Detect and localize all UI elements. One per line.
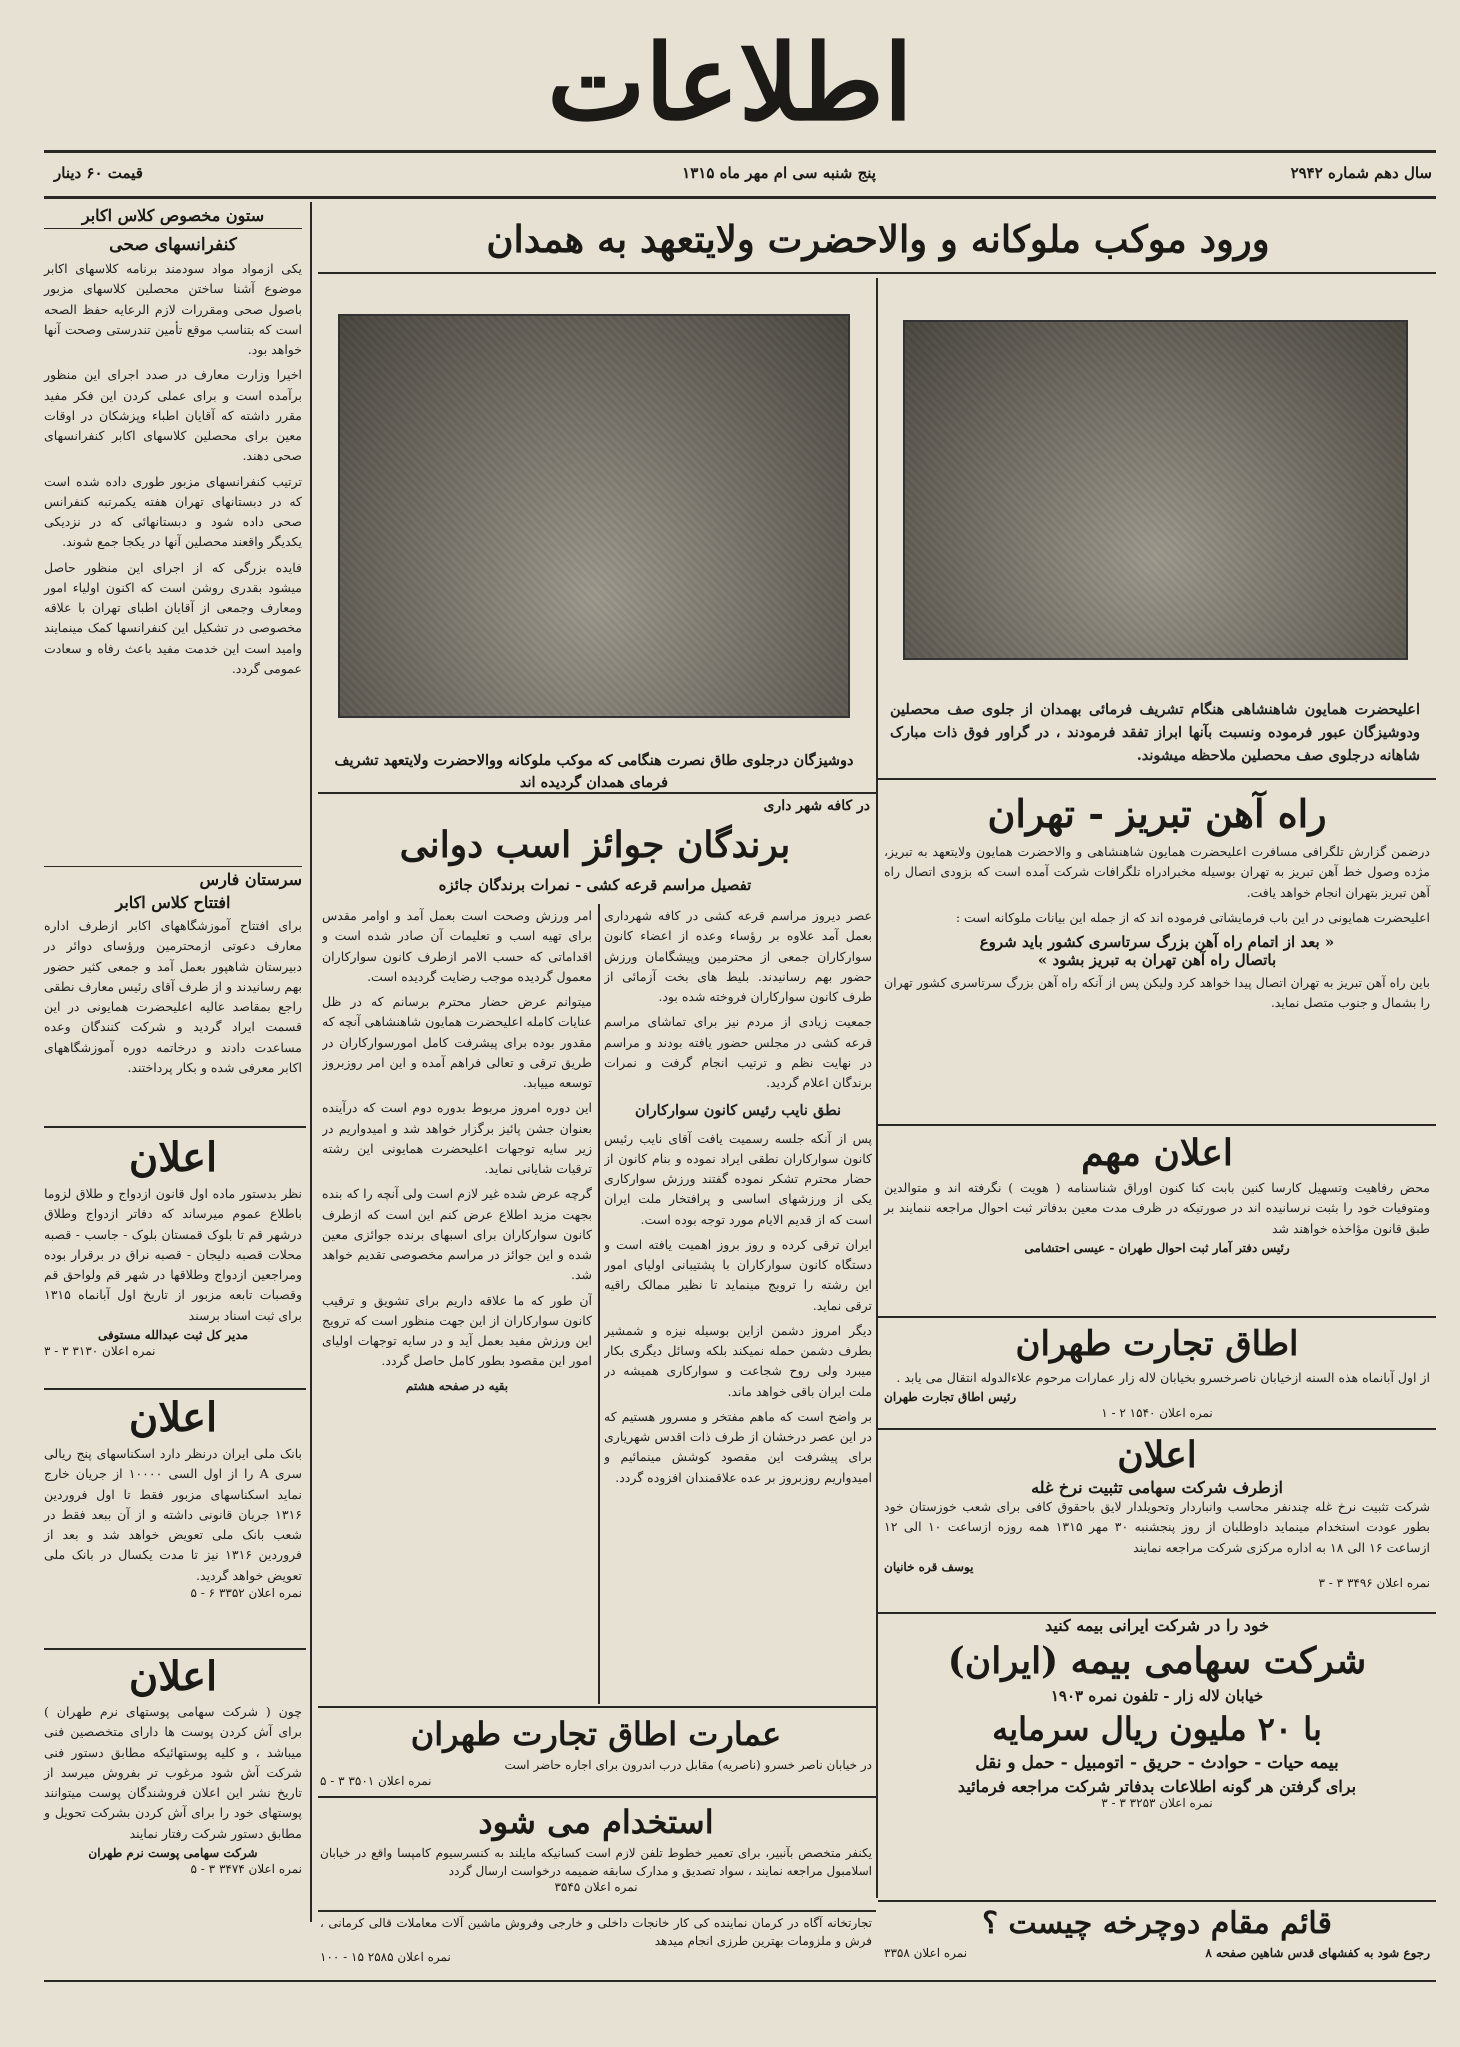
divider — [44, 1388, 306, 1390]
grain-ad-subtitle: ازطرف شرکت سهامی تثبیت نرخ غله — [1031, 1478, 1283, 1497]
paragraph: اعلیحضرت همایونی در این باب فرمایشاتی فرموده اند که از جمله این بیانات ملوکانه است : — [955, 909, 1430, 925]
dateline — [44, 158, 1436, 192]
dateline-rule — [44, 196, 1436, 199]
ad-bank-body: بانک ملی ایران درنظر دارد اسکناسهای پنج ریالی سری A را از اول السی ۱۰۰۰۰ از جریان خارج نماید اسکناسهای مزبور فقط تا اول فروردین ۱۳۱۶ جریان قانونی داشته و از آن ببعد فقط در شعب بانک ملی تعویض خواهد شد و بعد از فروردین ۱۳۱۶ نیز تا مدت یکسال در بانک ملی تعویض خواهد گردید. — [44, 1446, 302, 1583]
railway-quote-1: « بعد از اتمام راه آهن بزرگ سرتاسری کشور باید شروع — [979, 933, 1335, 951]
hiring-body: یکنفر متخصص بآنبیر، برای تعمیر خطوط تلفن لازم است کسانیکه مایلند به کنسرسیوم کامپسا واقع در خیابان اسلامبول مراجعه نمایند ، سواد تصدیق و مدارک سابقه ضمیمه درخواست ارسال گردد — [320, 1846, 872, 1878]
ad-bank-title: اعلان — [128, 1394, 218, 1441]
photo-king-inspecting-students — [903, 320, 1408, 660]
divider — [318, 1910, 876, 1912]
ad-marriage-registry — [44, 1132, 302, 1386]
trade-house-ref: نمره اعلان ۲۵۸۵ ۱۵ - ۱۰۰ — [320, 1950, 451, 1964]
insurance-info: برای گرفتن هر گونه اطلاعات بدفاتر شرکت مراجعه فرمائید — [957, 1777, 1357, 1796]
paragraph: فایده بزرگی که از اجرای این منظور حاصل میشود بقدری روشن است که اکنون اولیاء امور ومعارف وجمعی از آقایان اطبای تهران با علاقه مخصوصی در تشکیل این کنفرانسها کمک مینمایند وامید است این خدمت مفید باعث رفاه و سعادت عمومی گردد. — [44, 559, 302, 676]
horse-race-inner-rule — [598, 904, 600, 1704]
divider — [878, 1428, 1436, 1430]
paragraph: امر ورزش وصحت است بعمل آمد و اوامر مقدس برای تهیه اسب و تعلیمات آن صادر شده است و اقداماتی که حسب الامر ازطرف کانون سوارکاران معمول گردیده موجب رضایت گردیده است. — [322, 908, 592, 984]
important-notice-sign: رئیس دفتر آمار ثبت احوال طهران - عیسی احتشامی — [1024, 1240, 1290, 1255]
ad-marriage-ref: نمره اعلان ۳۱۳۰ ۳ - ۳ — [44, 1343, 156, 1358]
chamber-building-title: عمارت اطاق تجارت طهران — [410, 1715, 782, 1753]
horse-race-continued: بقیه در صفحه هشتم — [405, 1378, 509, 1393]
photo-right-caption: اعلیحضرت همایون شاهنشاهی هنگام تشریف فرمائی بهمدان از جلوی صف محصلین ودوشیزگان عبور فرموده ونسبت بآنها ابراز تفقد فرمودند ، در گراور فوق ذات مبارک شاهانه درجلوی صف محصلین ملاحظه میشوند. — [890, 701, 1420, 765]
ad-soft-leather — [44, 1652, 302, 1922]
ad-insurance — [884, 1616, 1430, 1876]
grain-ad-title: اعلان — [1117, 1434, 1197, 1476]
qaem-title: قائم مقام دوچرخه چیست ؟ — [982, 1906, 1332, 1941]
chamber-commerce-title: اطاق تجارت طهران — [1015, 1324, 1299, 1364]
important-notice-title: اعلان مهم — [1081, 1132, 1233, 1174]
paragraph: گرچه عرض شده غیر لازم است ولی آنچه را که بنده بجهت مزید اطلاع عرض کنم این است که ازطرف کانون سوارکاران برای اسبهای برنده جوائزی معین شده و این جوائز در مراسم مخصوصی تقدیم خواهد شد. — [322, 1186, 592, 1283]
left-column-rule — [310, 202, 312, 1922]
paragraph: آن طور که ما علاقه داریم برای تشویق و ترقیب کانون سوارکاران از این جهت منظور است که ترویج این ورزش مفید بعمل آید و در سایه توجهات اولیای امور این مقصود بطور کامل حاصل گردد. — [322, 1292, 592, 1369]
column-adult-classes-body — [44, 259, 302, 679]
divider — [878, 1316, 1436, 1318]
section-fars — [44, 866, 302, 1120]
horse-race-kicker: در کافه شهر داری — [763, 798, 870, 814]
insurance-address: خیابان لاله زار - تلفون نمره ۱۹۰۳ — [1050, 1687, 1264, 1705]
photo-triumphal-arch-girls — [338, 314, 850, 718]
divider — [318, 1706, 876, 1708]
horse-race-title: برندگان جوائز اسب دوانی — [399, 824, 791, 866]
divider — [878, 1612, 1436, 1614]
main-headline: ورود موکب ملوکانه و والاحضرت ولایتعهد به همدان — [486, 217, 1270, 261]
masthead — [0, 18, 1460, 148]
column-adult-classes-subhead: کنفرانسهای صحی — [109, 235, 237, 255]
masthead-rule — [44, 150, 1436, 153]
insurance-capital: با ۲۰ ملیون ریال سرمایه — [992, 1710, 1322, 1748]
ad-bank-melli — [44, 1392, 302, 1642]
horse-race-col2 — [322, 906, 592, 1706]
chamber-commerce-body: از اول آبانماه هذه السنه ازخیابان ناصرخسرو بخیابان لاله زار عمارات مرحوم علاءالدوله انتقال می یابد . — [896, 1370, 1430, 1385]
grain-ad-ref: نمره اعلان ۳۴۹۶ ۳ - ۳ — [1318, 1575, 1430, 1590]
ad-leather-ref: نمره اعلان ۳۴۷۴ ۳ - ۵ — [190, 1861, 302, 1876]
paragraph: بر واضح است که ماهم مفتخر و مسرور هستیم که در این عصر درخشان از طرف ذات اقدس شهریاری برای پیشرفت این مقصود کوشش مینمائیم و امیدواریم روزبروز بر عده علاقمندان افزوده گردد. — [604, 1408, 872, 1485]
divider — [44, 1648, 306, 1650]
insurance-title: شرکت سهامی بیمه (ایران) — [947, 1640, 1367, 1682]
paragraph: ایران ترقی کرده و روز بروز اهمیت یافته است و دستگاه کانون سوارکاران با پشتیبانی اولیای امور این رشته را ترویج مینماید تا نظیر ممالک راقیه ترقی نماید. — [604, 1236, 872, 1313]
qaem-body: رجوع شود به کفشهای قدس شاهین صفحه ۸ — [1205, 1946, 1430, 1960]
ad-chamber-commerce — [884, 1320, 1430, 1428]
paragraph: جمعیت زیادی از مردم نیز برای تماشای مراسم قرعه کشی در مجلس حضور یافته بودند و مراسم در نهایت نظم و ترتیب انجام گرفت و نمرات برندگان اعلام گردید. — [604, 1014, 872, 1090]
paragraph: درضمن گزارش تلگرافی مسافرت اعلیحضرت همایون شاهنشاهی و والاحضرت همایون ولایتعهد به تبریز، مژده وصول خط آهن تبریز به تهران بوسیله مخبرادراه تلگرافات شرکت آمده است که بزودی اتصال راه آهن تبریز بتهران انجام خواهد یافت. — [884, 844, 1430, 900]
insurance-kicker: خود را در شرکت ایرانی بیمه کنید — [1044, 1616, 1270, 1635]
railway-quote-2: باتصال راه آهن تهران به تبریز بشود » — [1037, 951, 1277, 969]
issue-number: سال دهم شماره ۲۹۴۲ — [1290, 164, 1432, 182]
divider — [44, 1126, 306, 1128]
hiring-ref: نمره اعلان ۳۵۴۵ — [554, 1880, 638, 1894]
railway-closing: باین راه آهن تبریز به تهران اتصال پیدا خواهد کرد ولیکن پس از آنکه راه آهن بزرگ سرتاسری کشور تهران را بشمال و جنوب متصل نماید. — [884, 975, 1430, 1011]
ad-marriage-body: نظر بدستور ماده اول قانون ازدواج و طلاق لزوما باطلاع عموم میرساند که دفاتر ازدواج وطلاق درشهر قم تا بلوک قمستان بلوک - جاسب - قصبه محلات قصبه دلیجان - قصبه نراق در برقرار بوده ومراجعین ازدواج وطلاقها در شهر قم ولواحق قم وقصبات تابعه مزبور از تاریخ اول آبانماه ۱۳۱۵ برای ثبت اسناد برسند — [44, 1186, 302, 1323]
qaem-ref: نمره اعلان ۳۳۵۸ — [884, 1946, 968, 1960]
important-notice-body: محض رفاهیت وتسهیل کارسا کنین بابت کنا کنون اوراق شناسنامه ( هویت ) نگرفته اند و متوالدین ومتوفیات خود را بثبت نرسانیده اند در صورتیکه در ظرف مدت معین بدفاتر ثبت احوال مراجعه ننمایند بر طبق قانون مؤاخذه خواهند شد — [884, 1180, 1430, 1236]
insurance-lines: بیمه حیات - حوادث - حریق - اتومبیل - حمل و نقل — [975, 1753, 1339, 1773]
section-fars-body: برای افتتاح آموزشگاههای اکابر ازطرف اداره معارف دعوتی ازمحترمین ورؤسای دوائر در دبیرستان شاهپور بعمل آمد و جمعی کثیر حضور بهم رسانیدند و از طرف آقای رئیس معارف نطقی راجع بمقاصد عالیه اعلیحضرت همایونی در این قسمت ایراد گردید و شرکت کنندگان وعده مساعدت دادند و درخاتمه دوره آموزشگاههای اکابر معرفی شده و بکار پرداختند. — [44, 918, 302, 1075]
railway-body — [884, 842, 1430, 928]
chamber-building-body: در خیابان ناصر خسرو (ناصریه) مقابل درب اندرون برای اجاره حاضر است — [504, 1758, 872, 1772]
ad-leather-title: اعلان — [128, 1653, 218, 1700]
horse-race-col1 — [604, 906, 872, 1706]
paragraph: میتوانم عرض حضار محترم برسانم که در ظل عنایات کامله اعلیحضرت همایون شاهنشاهی آنچه که مقدور بوده برای پیشرفت کامل امورسوارکاران در طریق ترقی و تعالی فراهم آمده و این امر روزبروز توسعه مییابد. — [322, 994, 592, 1090]
paragraph: اخیرا وزارت معارف در صدد اجرای این منظور برآمده است و برای عملی کردن این فکر مفید مقرر داشته که آقایان اطباء وپزشکان در اوقات معین برای محصلین کلاسهای اکابر کنفرانسهای صحی دهند. — [44, 367, 302, 464]
paragraph: این دوره امروز مربوط بدوره دوم است که درآینده بعنوان جشن پائیز برگزار خواهد شد و امیدواریم در زیر سایه توجهات اعلیحضرت همایونی این رشته ترقیات شایانی نماید. — [322, 1100, 592, 1176]
paragraph: دیگر امروز دشمن ازاین بوسیله نیزه و شمشیر بطرف دشمن حمله نمیکند بلکه وسائل دیگری بکار میبرد ولی روح شجاعت و سوارکاری همیشه در ملت ایران باقی خواهد ماند. — [604, 1322, 872, 1399]
issue-date: پنج شنبه سی ام مهر ماه ۱۳۱۵ — [682, 164, 876, 182]
bottom-rule — [44, 1980, 1436, 1982]
ad-leather-body: چون ( شرکت سهامی پوستهای نرم طهران ) برای آش کردن پوست ها دارای متخصصین فنی میباشد ، و کلیه پوستهائیکه مطابق دستور فنی شرکت آش شود مرغوب تر بفروش میرسد از تاریخ نشر این اعلان فروشندگان پوست میتوانند پوستهای خود را برای آش کردن بشرکت تحویل و مطابق دستور شرکت رفتار نمایند — [44, 1704, 302, 1841]
section-fars-header: سرستان فارس — [44, 866, 302, 889]
trade-house-body: تجارتخانه آگاه در کرمان نماینده کی کار خانجات داخلی و خارجی وفروش ماشین آلات معاملات قالی کرمانی ، فرش و ملزومات بهترین طرزی انجام میدهد — [320, 1916, 872, 1948]
horse-race-speech-head: نطق نایب رئیس کانون سوارکاران — [634, 1102, 841, 1120]
masthead-title: اطلاعات — [547, 21, 913, 144]
ad-grain-company — [884, 1432, 1430, 1610]
center-column-rule — [876, 278, 878, 1898]
issue-price: قیمت ۶۰ دینار — [54, 164, 143, 182]
column-adult-classes — [44, 206, 302, 856]
photo-right-rule — [878, 778, 1436, 780]
railway-title: راه آهن تبریز - تهران — [987, 791, 1327, 836]
ad-marriage-sign: مدیر کل ثبت عبدالله مستوفی — [97, 1327, 249, 1342]
headline-rule — [318, 272, 1436, 274]
hiring-title: استخدام می شود — [478, 1803, 714, 1841]
ad-hiring — [320, 1800, 872, 1910]
paragraph: پس از آنکه جلسه رسمیت یافت آقای نایب رئیس کانون سوارکاران نطقی ایراد نموده و بنام کانون از حضار محترم تشکر نموده گفتند ورزش سوارکاری یکی از ورزشهای اساسی و پرافتخار ملت ایران است که از قدیم الایام مورد توجه بوده است. — [604, 1130, 872, 1227]
railway-article — [884, 786, 1430, 1120]
divider — [878, 1124, 1436, 1126]
ad-bank-ref: نمره اعلان ۳۳۵۲ ۶ - ۵ — [190, 1585, 302, 1600]
horse-race-top-rule — [318, 792, 876, 794]
paragraph: یکی ازمواد مواد سودمند برنامه کلاسهای اکابر موضوع آشنا ساختن محصلین کلاسهای مزبور باصول صحی ومقررات لازم الرعایه حفظ الصحه است که بتناسب موقع تأمین تندرستی وصحت آنها خواهد بود. — [44, 261, 302, 357]
photo-left-caption: دوشیزگان درجلوی طاق نصرت هنگامی که موکب ملوکانه ووالاحضرت ولایتعهد تشریف فرمای همدان گردیده اند — [334, 752, 854, 791]
column-adult-classes-header: ستون مخصوص کلاس اکابر — [44, 206, 302, 229]
grain-ad-sign: یوسف قره خانیان — [884, 1559, 974, 1574]
chamber-commerce-ref: نمره اعلان ۱۵۴۰ ۲ - ۱ — [1101, 1406, 1213, 1421]
grain-ad-body: شرکت تثبیت نرخ غله چندنفر محاسب وانباردار وتحویلدار لایق باحقوق کافی برای شعب خوزستان خود بطور عودت استخدام مینماید داوطلبان از روز پنجشنبه ۳۰ مهر ۱۳۱۵ همه روزه ازساعت ۱۰ الی ۱۲ ازساعت ۱۶ الی ۱۸ به اداره مرکزی شرکت مراجعه نمایند — [884, 1499, 1430, 1555]
paragraph: ترتیب کنفرانسهای مزبور طوری داده شده است که در دبستانهای تهران هفته یکمرتبه کنفرانس صحی داده شود و دبستانهائی که در نزدیکی یکدیگر واقعند محصلین آنها در یکجا جمع شوند. — [44, 473, 302, 550]
ad-marriage-title: اعلان — [128, 1134, 218, 1181]
ad-leather-sign: شرکت سهامی پوست نرم طهران — [88, 1845, 258, 1860]
chamber-building-ref: نمره اعلان ۳۵۰۱ ۳ - ۵ — [320, 1774, 432, 1788]
divider — [318, 1796, 876, 1798]
horse-race-subtitle: تفصیل مراسم قرعه کشی - نمرات برندگان جائزه — [438, 876, 752, 894]
ad-trade-house — [320, 1914, 872, 1974]
chamber-commerce-sign: رئیس اطاق تجارت طهران — [884, 1390, 1017, 1405]
divider — [878, 1900, 1436, 1902]
paragraph: عصر دیروز مراسم قرعه کشی در کافه شهرداری بعمل آمد علاوه بر رؤساء وعده از اعضاء کانون سوارکاران جمعی از محترمین وپیشگامان ورزش حضور بهم رسانیدند. بلیط های بخت آزمائی از طرف کانون سوارکاران فروخته شده بود. — [604, 908, 872, 1004]
ad-qaem-bicycle — [884, 1904, 1430, 1974]
section-fars-subhead: افتتاح کلاس اکابر — [115, 893, 231, 912]
ad-important-notice — [884, 1128, 1430, 1312]
ad-chamber-building — [320, 1712, 872, 1792]
insurance-ref: نمره اعلان ۳۲۵۳ ۳ - ۳ — [1101, 1796, 1213, 1810]
